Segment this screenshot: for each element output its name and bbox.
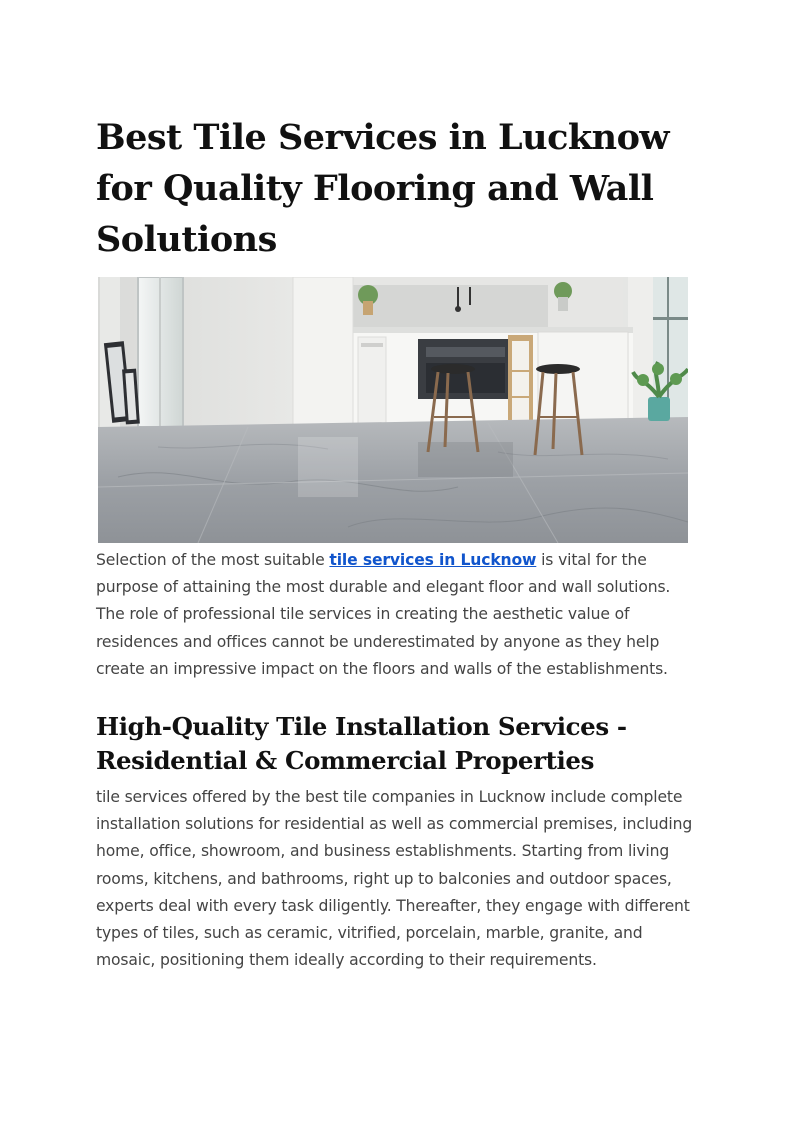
document-page	[96, 112, 701, 974]
hero-image	[98, 277, 688, 543]
intro-paragraph	[96, 547, 701, 683]
plant-pot	[648, 397, 670, 421]
tile-services-link[interactable]: tile services in Lucknow	[329, 551, 537, 569]
section-heading: High-Quality Tile Installation Services - Residential & Commercial Properties	[96, 712, 627, 776]
page-title: Best Tile Services in Lucknow for Quality Flooring and Wall Solutions	[96, 117, 670, 260]
intro-text-after: is vital for the purpose of attaining the most durable and elegant floor and wall solutions. The role of professional tile services in creating the aesthetic value of residences and offices cannot be underestimated by anyone as they help create an impressive impact on the floors and walls of the establishments.	[96, 551, 671, 678]
intro-text-before: Selection of the most suitable	[96, 551, 330, 569]
section-paragraph: tile services offered by the best tile companies in Lucknow include complete installation solutions for residential as well as commercial premises, including home, office, showroom, and business establishments. Starting from living rooms, kitchens, and bathrooms, right up to balconies and outdoor spaces, experts deal with every task diligently. Thereafter, they engage with different types of tiles, such as ceramic, vitrified, porcelain, marble, granite, and mosaic, positioning them ideally according to their requirements.	[96, 788, 693, 970]
